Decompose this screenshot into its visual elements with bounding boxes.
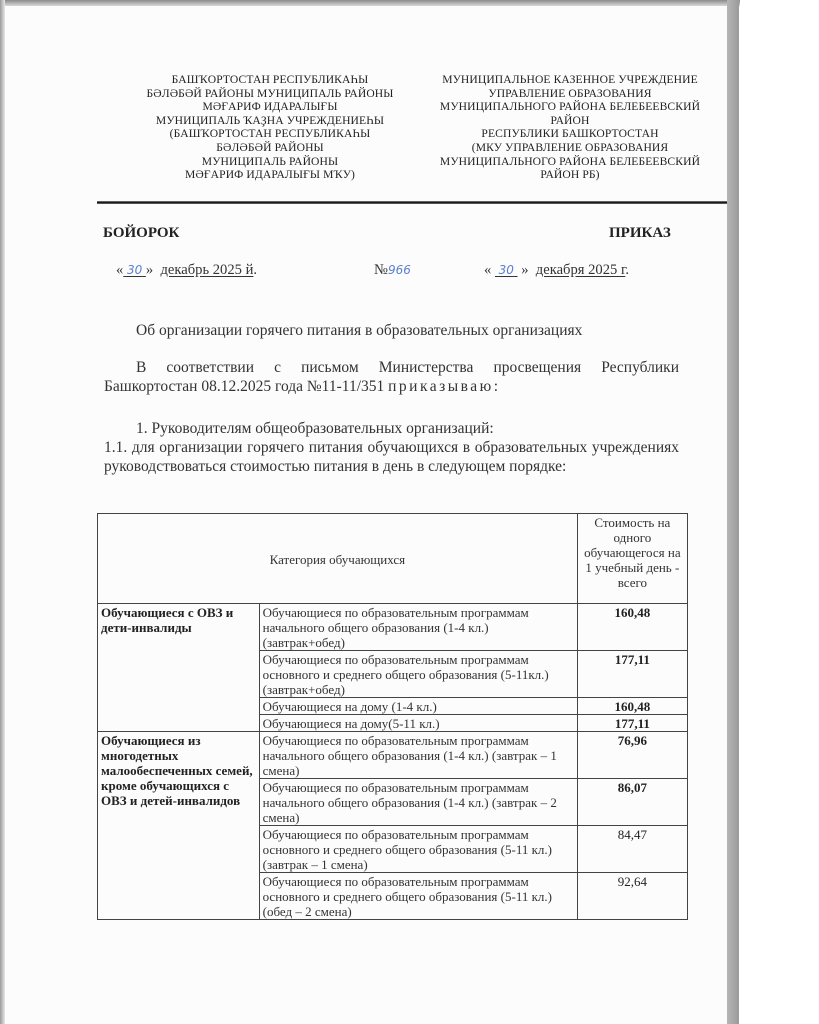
table-row [98,732,688,779]
header-line: МУНИЦИПАЛЬ ҠАҘНА УЧРЕЖДЕНИЕҺЫ [155,113,385,127]
row-description: Обучающиеся по образовательным программам начального общего образования (1-4 кл.) (завтрак+обед) [259,604,577,651]
doc-type-bashkir: БОЙОРОК [103,225,180,241]
month-year: декабрь 2025 й [160,262,254,278]
header-line: МУНИЦИПАЛЬНОГО РАЙОНА БЕЛЕБЕЕВСКИЙ [439,154,701,168]
row-cost: 177,11 [577,651,687,698]
date-suffix: . [625,262,629,278]
order-number [374,262,411,279]
row-cost: 160,48 [577,698,687,715]
scan-right-edge [727,0,739,1024]
row-cost: 86,07 [577,779,687,826]
date-russian [484,262,629,279]
quote-open: « [484,262,492,278]
row-cost: 177,11 [577,715,687,732]
header-line: МУНИЦИПАЛЬ РАЙОНЫ [201,154,339,168]
preamble-text: В соответствии с письмом Министерства просвещения Республики Башкортостан 08.12.2025 года №11-11/351 [104,359,679,395]
date-day-handwritten [495,262,518,278]
row-cost: 84,47 [577,826,687,873]
day-value: 30 [126,263,143,277]
group-category: Обучающиеся из многодетных малообеспеченных семей, кроме обучающихся с ОВЗ и детей-инвалидов [98,732,260,920]
header-category: Категория обучающихся [98,514,578,604]
header-line: МУНИЦИПАЛЬНОЕ КАЗЕННОЕ УЧРЕЖДЕНИЕ [442,73,698,86]
header-line: БӘЛӘБӘЙ РАЙОНЫ [216,140,324,154]
number-value-handwritten: 966 [387,263,411,277]
order-word: приказываю: [388,378,501,395]
group-category: Обучающиеся с ОВЗ и дети-инвалиды [98,604,260,732]
day-value: 30 [498,263,514,277]
header-line: УПРАВЛЕНИЕ ОБРАЗОВАНИЯ [488,86,652,100]
row-description: Обучающиеся на дому (1-4 кл.) [259,698,577,715]
row-description: Обучающиеся на дому(5-11 кл.) [259,715,577,732]
quote-close: » [521,262,529,278]
header-divider [97,201,727,204]
quote-open: « [116,262,124,278]
month-year: декабря 2025 г [535,262,626,278]
header-line: РЕСПУБЛИКИ БАШКОРТОСТАН [481,127,659,141]
row-description: Обучающиеся по образовательным программам основного и среднего общего образования (5-11 кл.) (завтрак – 1 смена) [259,826,577,873]
quote-close: » [145,262,154,278]
row-description: Обучающиеся по образовательным программам основного и среднего общего образования (5-11кл.) (завтрак+обед) [259,651,577,698]
header-line: МӘҒАРИФ ИДАРАЛЫҒЫ [202,100,338,114]
row-description: Обучающиеся по образовательным программам начального общего образования (1-4 кл.) (завтрак – 2 смена) [259,779,577,826]
row-cost: 76,96 [577,732,687,779]
row-cost: 160,48 [577,604,687,651]
doc-type-russian: ПРИКАЗ [609,225,671,241]
header-cost: Стоимость на одного обучающегося на 1 учебный день - всего [577,514,687,604]
row-description: Обучающиеся по образовательным программам основного и среднего общего образования (5-11 кл.) (обед – 2 смена) [259,873,577,920]
meal-cost-table [97,513,688,920]
date-day-handwritten [123,262,146,278]
header-russian [412,73,728,182]
header-line: БӘЛӘБӘЙ РАЙОНЫ МУНИЦИПАЛЬ РАЙОНЫ [146,86,394,100]
item-1: 1. Руководителям общеобразовательных организаций: [136,420,494,437]
header-line: МУНИЦИПАЛЬНОГО РАЙОНА БЕЛЕБЕЕВСКИЙ [439,100,701,114]
preamble-paragraph [104,358,679,396]
item-1-1: 1.1. для организации горячего питания обучающихся в образовательных учреждениях руководствоваться стоимостью питания в день в следующем порядке: [104,439,679,475]
date-bashkir [116,262,257,279]
row-cost: 92,64 [577,873,687,920]
table-row [98,604,688,651]
date-suffix: . [253,262,258,278]
table-header-row [98,514,688,604]
header-line: РАЙОН [550,113,590,127]
header-line: (МКУ УПРАВЛЕНИЕ ОБРАЗОВАНИЯ [471,140,669,154]
header-line: БАШҠОРТОСТАН РЕСПУБЛИКАҺЫ [171,73,369,86]
document-title: Об организации горячего питания в образовательных организациях [136,322,583,339]
row-description: Обучающиеся по образовательным программам начального общего образования (1-4 кл.) (завтрак – 1 смена) [259,732,577,779]
header-line: МӘҒАРИФ ИДАРАЛЫҒЫ МҠУ) [185,168,355,182]
header-bashkir [120,73,420,182]
header-line: РАЙОН РБ) [540,168,600,182]
number-label: № [374,262,388,278]
header-line: (БАШҠОРТОСТАН РЕСПУБЛИКАҺЫ [169,127,371,141]
